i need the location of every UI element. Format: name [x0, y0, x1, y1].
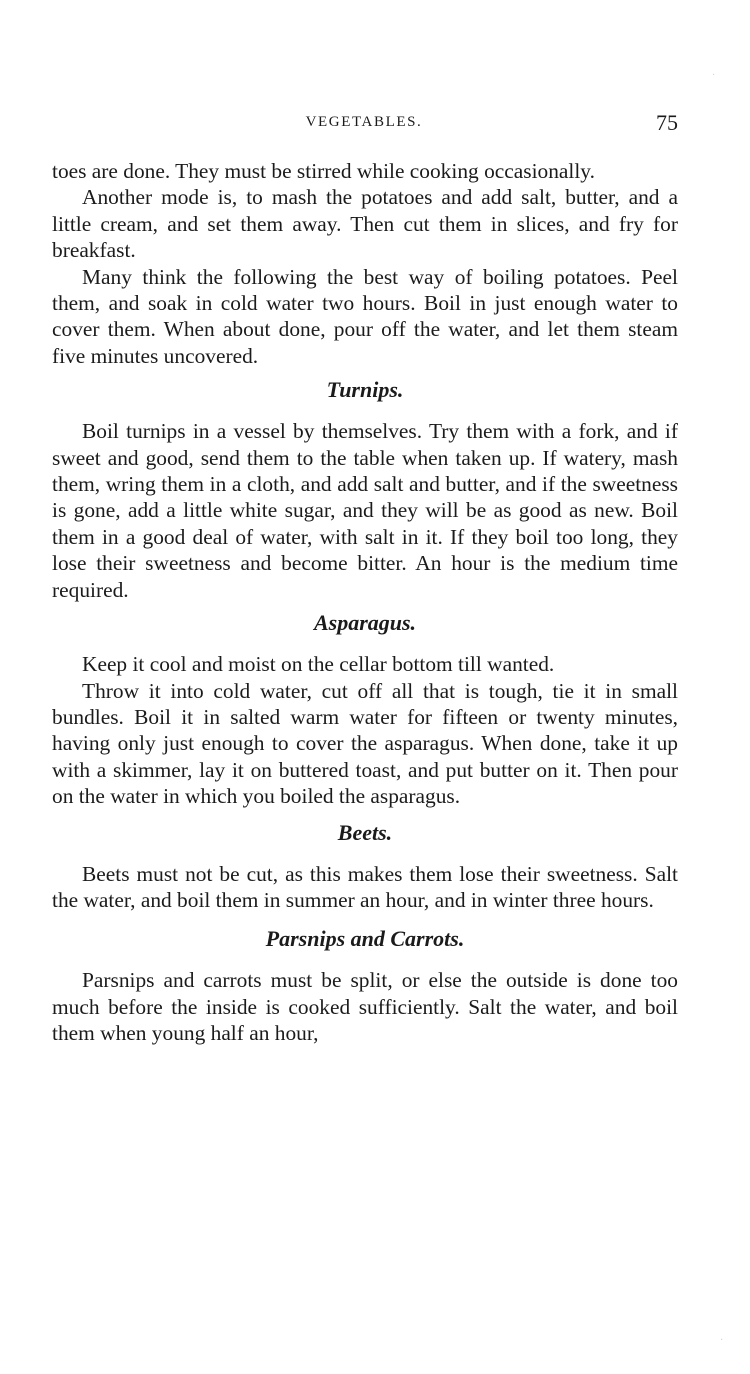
section-heading-turnips: Turnips.	[326, 377, 404, 403]
running-title: VEGETABLES.	[305, 114, 423, 130]
paragraph-boiling-potatoes: Many think the following the best way of boiling potatoes. Peel them, and soak in cold water two hours. Boil in just enough water to cover them. When about done, pour off the water, and let them steam five minutes uncovered.	[52, 264, 678, 368]
section-heading-asparagus: Asparagus.	[313, 610, 417, 636]
paper-speck: ·	[720, 1335, 724, 1346]
paper-speck: ·	[712, 70, 716, 81]
section-heading-parsnips-carrots: Parsnips and Carrots.	[265, 926, 465, 952]
paragraph-asparagus-cooking: Throw it into cold water, cut off all that is tough, tie it in small bundles. Boil it in salted warm water for fifteen or twenty minutes, having only just enough to cover the asparagus. When done, take it up with a skimmer, lay it on buttered toast, and put butter on it. Then pour on the water in which you boiled the asparagus.	[52, 678, 678, 809]
running-head	[50, 110, 678, 140]
section-heading-beets: Beets.	[337, 819, 393, 845]
paragraph-asparagus-storage: Keep it cool and moist on the cellar bottom till wanted.	[82, 652, 555, 677]
paragraph-turnips: Boil turnips in a vessel by themselves. Try them with a fork, and if sweet and good, send them to the table when taken up. If watery, mash them, wring them in a cloth, and add salt and butter, and if the sweetness is gone, add a little white sugar, and they will be as good as new. Boil them in a good deal of water, with salt in it. If they boil too long, they lose their sweetness and become bitter. An hour is the medium time required.	[52, 419, 678, 602]
paragraph-potatoes-end: toes are done. They must be stirred while cooking occasionally.	[52, 159, 595, 183]
paragraph-beets: Beets must not be cut, as this makes them lose their sweetness. Salt the water, and boil them in summer an hour, and in winter three hours.	[52, 861, 678, 912]
paragraph-mashed-potatoes: Another mode is, to mash the potatoes and add salt, butter, and a little cream, and set them away. Then cut them in slices, and fry for breakfast.	[52, 185, 678, 263]
paragraph-parsnips-carrots: Parsnips and carrots must be split, or else the outside is done too much before the inside is cooked sufficiently. Salt the water, and boil them when young half an hour,	[52, 968, 678, 1046]
body-text	[52, 158, 678, 1047]
page-number: 75	[656, 110, 678, 135]
